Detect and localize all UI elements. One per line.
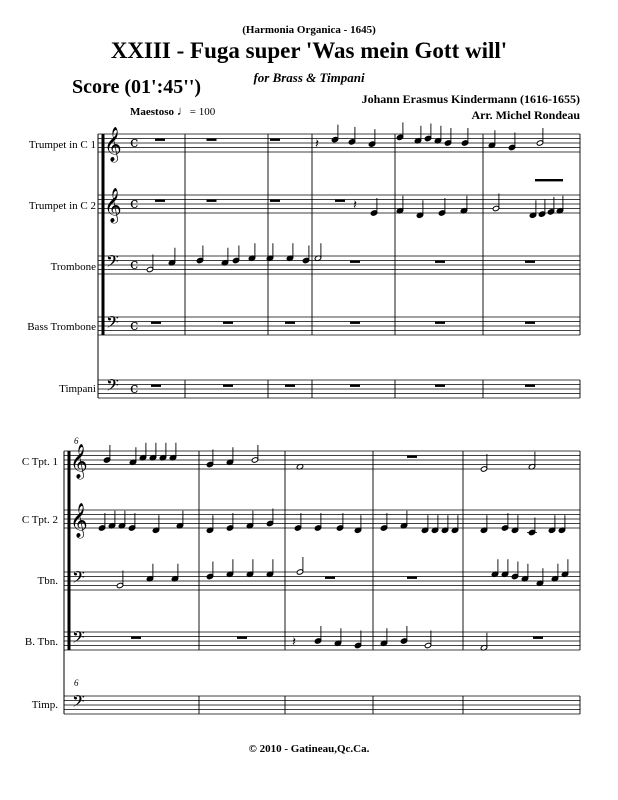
whole-rest bbox=[533, 637, 543, 639]
score-duration-label: Score (01':45'') bbox=[72, 76, 202, 98]
whole-rest bbox=[131, 637, 141, 639]
common-time-icon: c bbox=[130, 316, 139, 334]
instrument-abbr-timpani: Timp. bbox=[31, 699, 58, 711]
copyright-footer: © 2010 - Gatineau,Qc.Ca. bbox=[248, 743, 370, 755]
whole-rest bbox=[407, 577, 417, 579]
whole-rest bbox=[335, 200, 345, 202]
quarter-rest: 𝄽 bbox=[292, 635, 296, 650]
bass-clef-icon: 𝄢 bbox=[72, 567, 85, 591]
whole-rest bbox=[155, 139, 165, 141]
whole-rest bbox=[350, 322, 360, 324]
treble-clef-icon: 𝄞 bbox=[104, 127, 122, 162]
whole-rest bbox=[350, 385, 360, 387]
instrument-name-bass-trombone: Bass Trombone bbox=[27, 321, 96, 333]
whole-rest bbox=[407, 456, 417, 458]
common-time-icon: c bbox=[130, 379, 139, 397]
collection-subtitle: (Harmonia Organica - 1645) bbox=[242, 24, 376, 36]
whole-rest bbox=[270, 200, 280, 202]
arranger-credit: Arr. Michel Rondeau bbox=[471, 108, 580, 122]
whole-rest bbox=[207, 139, 217, 141]
measure-number-timpani: 6 bbox=[74, 678, 79, 688]
common-time-icon: c bbox=[130, 133, 139, 151]
whole-rest bbox=[325, 577, 335, 579]
beam bbox=[535, 179, 563, 181]
piece-title: XXIII - Fuga super 'Was mein Gott will' bbox=[110, 38, 508, 63]
instrumentation-line: for Brass & Timpani bbox=[253, 70, 365, 85]
instrument-name-trombone: Trombone bbox=[50, 261, 96, 273]
tempo-value: = 100 bbox=[189, 106, 216, 118]
whole-rest bbox=[525, 385, 535, 387]
quarter-note-icon: ♩ bbox=[176, 103, 190, 118]
whole-rest bbox=[285, 385, 295, 387]
instrument-abbr-bass-trombone: B. Tbn. bbox=[24, 636, 58, 648]
bass-clef-icon: 𝄢 bbox=[72, 691, 85, 715]
whole-rest bbox=[285, 322, 295, 324]
common-time-icon: c bbox=[130, 255, 139, 273]
whole-rest bbox=[525, 261, 535, 263]
instrument-name-trumpet-1: Trumpet in C 1 bbox=[28, 139, 96, 151]
instrument-abbr-trombone: Tbn. bbox=[37, 575, 58, 587]
tempo-word: Maestoso bbox=[130, 106, 174, 118]
whole-rest bbox=[237, 637, 247, 639]
whole-rest bbox=[525, 322, 535, 324]
instrument-name-trumpet-2: Trumpet in C 2 bbox=[28, 200, 96, 212]
bass-clef-icon: 𝄢 bbox=[106, 251, 119, 275]
instrument-abbr-trumpet-2: C Tpt. 2 bbox=[21, 514, 58, 526]
instrument-abbr-trumpet-1: C Tpt. 1 bbox=[21, 456, 58, 468]
common-time-icon: c bbox=[130, 194, 139, 212]
whole-rest bbox=[270, 139, 280, 141]
whole-rest bbox=[207, 200, 217, 202]
whole-rest bbox=[151, 322, 161, 324]
bass-clef-icon: 𝄢 bbox=[106, 312, 119, 336]
whole-rest bbox=[350, 261, 360, 263]
treble-clef-icon: 𝄞 bbox=[70, 444, 88, 479]
whole-rest bbox=[435, 261, 445, 263]
whole-rest bbox=[435, 322, 445, 324]
quarter-rest: 𝄽 bbox=[315, 137, 319, 152]
whole-rest bbox=[435, 385, 445, 387]
whole-rest bbox=[155, 200, 165, 202]
measure-number-system2: 6 bbox=[74, 436, 79, 446]
quarter-rest: 𝄽 bbox=[353, 198, 357, 213]
whole-rest bbox=[223, 385, 233, 387]
bass-clef-icon: 𝄢 bbox=[72, 627, 85, 651]
instrument-name-timpani: Timpani bbox=[59, 383, 96, 395]
whole-rest bbox=[151, 385, 161, 387]
bass-clef-icon: 𝄢 bbox=[106, 375, 119, 399]
treble-clef-icon: 𝄞 bbox=[104, 188, 122, 223]
whole-rest bbox=[223, 322, 233, 324]
composer-credit: Johann Erasmus Kindermann (1616-1655) bbox=[361, 92, 580, 106]
treble-clef-icon: 𝄞 bbox=[70, 503, 88, 538]
